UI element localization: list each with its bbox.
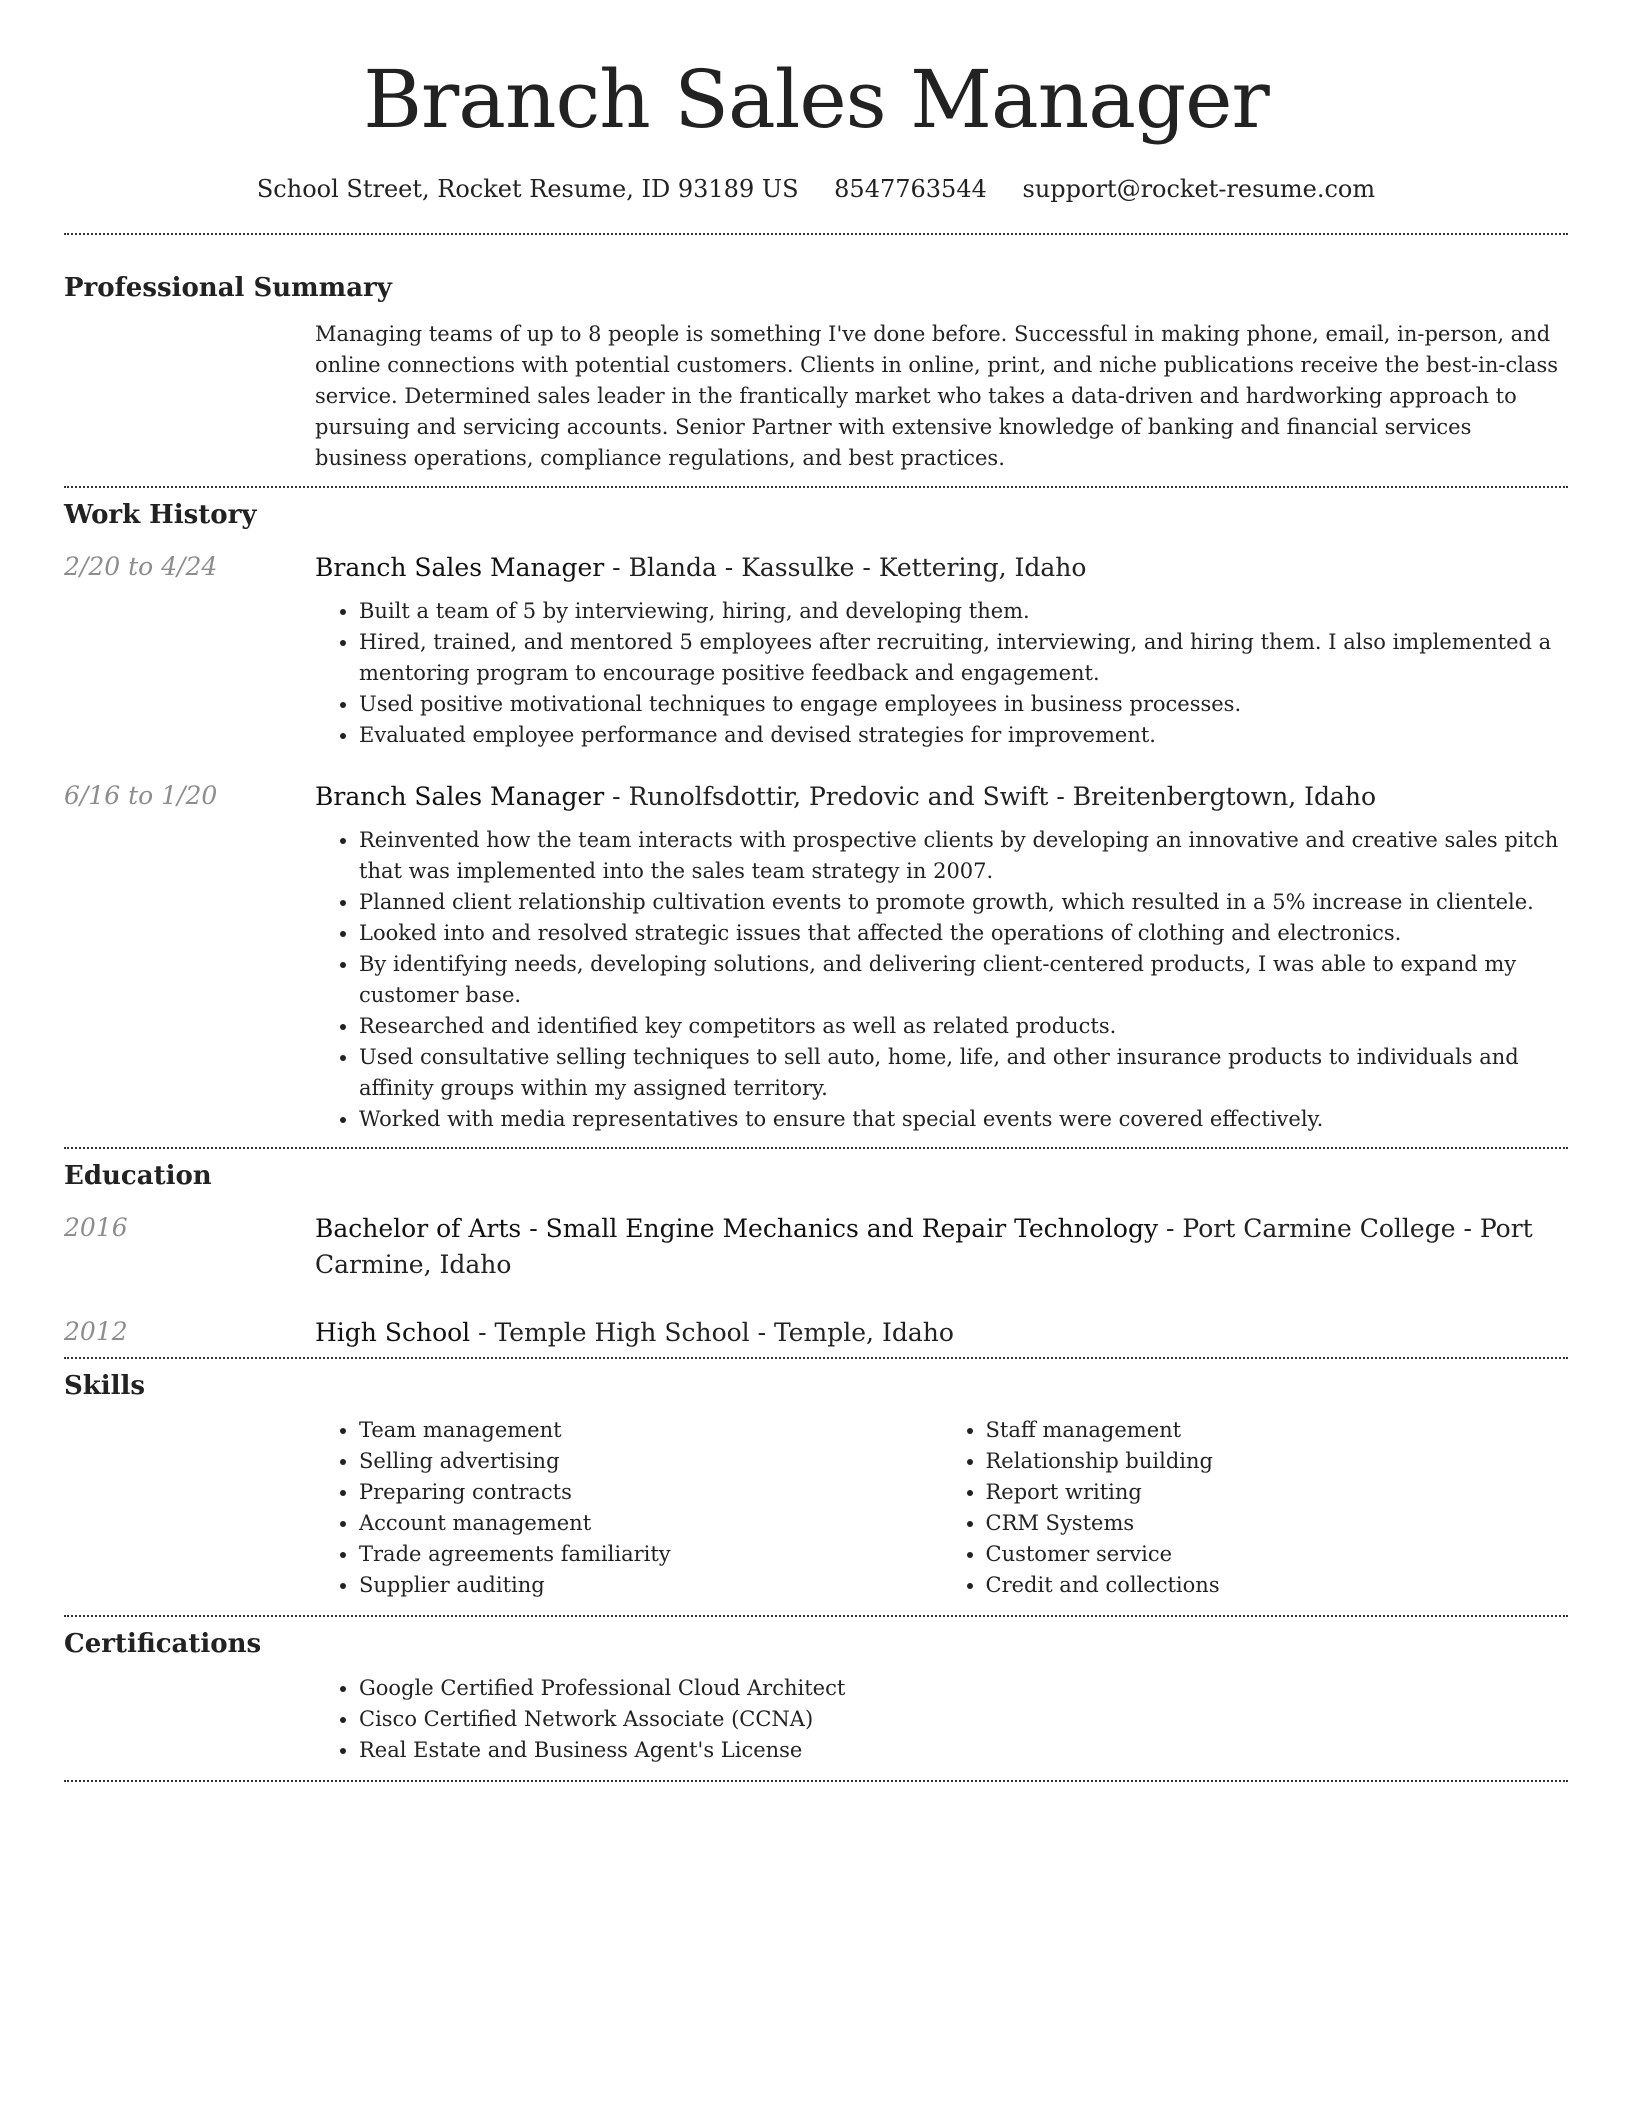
job-bullet: • Reinvented how the team interacts with prospective clients by developing an innovative and creative sales pitch that was implemented into the sales team strategy in 2007. <box>359 825 1568 887</box>
job-bullet: • Evaluated employee performance and devised strategies for improvement. <box>359 720 1568 751</box>
skill-item: • Supplier auditing <box>359 1570 942 1601</box>
contact-phone: 8547763544 <box>834 175 987 203</box>
resume-header <box>64 0 1568 206</box>
education-section <box>64 1149 1568 1357</box>
job-bullet: • By identifying needs, developing solutions, and delivering client-centered products, I was able to expand my customer base. <box>359 949 1568 1011</box>
certification-item: • Cisco Certified Network Associate (CCNA) <box>359 1704 1568 1735</box>
skill-item: • Relationship building <box>986 1446 1569 1477</box>
education-entry <box>64 1211 1568 1283</box>
job-title: Branch Sales Manager - Runolfsdottir, Predovic and Swift - Breitenbergtown, Idaho <box>315 782 1377 811</box>
job-position: Branch Sales Manager <box>315 782 605 811</box>
skill-item: • Credit and collections <box>986 1570 1569 1601</box>
section-title-certifications: Certifications <box>64 1629 262 1659</box>
job-bullet: • Used positive motivational techniques to engage employees in business processes. <box>359 689 1568 720</box>
skill-item: • Customer service <box>986 1539 1569 1570</box>
section-divider <box>64 1780 1568 1782</box>
job-bullet: • Worked with media representatives to ensure that special events were covered effectively. <box>359 1104 1568 1135</box>
certifications-section <box>64 1617 1568 1780</box>
education-location: Port Carmine, Idaho <box>315 1214 1533 1279</box>
certification-item: • Real Estate and Business Agent's License <box>359 1735 1568 1766</box>
job-location: Breitenbergtown, Idaho <box>1072 782 1377 811</box>
contact-info <box>64 172 1568 206</box>
summary-section <box>64 235 1568 486</box>
skills-section <box>64 1359 1568 1615</box>
education-title: Bachelor of Arts - Small Engine Mechanics and Repair Technology - Port Carmine College - Port Carmine, Idaho <box>315 1214 1533 1279</box>
skill-item: • Team management <box>359 1415 942 1446</box>
job-bullet: • Researched and identified key competitors as well as related products. <box>359 1011 1568 1042</box>
section-title-education: Education <box>64 1161 212 1191</box>
candidate-name: Branch Sales Manager <box>363 53 1269 146</box>
education-entry <box>64 1315 1568 1351</box>
education-title: High School - Temple High School - Temple, Idaho <box>315 1318 954 1347</box>
job-bullet: • Built a team of 5 by interviewing, hiring, and developing them. <box>359 596 1568 627</box>
education-year: 2012 <box>64 1317 128 1346</box>
job-entry <box>64 550 1568 751</box>
job-entry <box>64 779 1568 1135</box>
skill-item: • Report writing <box>986 1477 1569 1508</box>
job-company: Blanda - Kassulke <box>628 553 855 582</box>
job-bullets <box>315 825 1568 1135</box>
skill-item: • Account management <box>359 1508 942 1539</box>
job-title: Branch Sales Manager - Blanda - Kassulke - Kettering, Idaho <box>315 553 1087 582</box>
education-location: Temple, Idaho <box>774 1318 954 1347</box>
skills-list-right <box>942 1415 1569 1601</box>
skill-item: • Staff management <box>986 1415 1569 1446</box>
education-school: Port Carmine College <box>1182 1214 1456 1243</box>
job-dates: 6/16 to 1/20 <box>64 781 218 810</box>
job-bullets <box>315 596 1568 751</box>
contact-address: School Street, Rocket Resume, ID 93189 US <box>256 175 799 203</box>
job-bullet: • Planned client relationship cultivation events to promote growth, which resulted in a 5% increase in clientele. <box>359 887 1568 918</box>
education-degree: Bachelor of Arts - Small Engine Mechanics and Repair Technology <box>315 1214 1159 1243</box>
skills-list-left <box>315 1415 942 1601</box>
education-year: 2016 <box>64 1213 128 1242</box>
certifications-list <box>315 1673 1568 1766</box>
job-bullet: • Used consultative selling techniques to sell auto, home, life, and other insurance products to individuals and affinity groups within my assigned territory. <box>359 1042 1568 1104</box>
section-title-work: Work History <box>64 500 257 530</box>
job-location: Kettering, Idaho <box>878 553 1087 582</box>
section-title-skills: Skills <box>64 1371 146 1401</box>
skill-item: • Trade agreements familiarity <box>359 1539 942 1570</box>
job-position: Branch Sales Manager <box>315 553 605 582</box>
job-bullet: • Hired, trained, and mentored 5 employees after recruiting, interviewing, and hiring them. I also implemented a mentoring program to encourage positive feedback and engagement. <box>359 627 1568 689</box>
work-history-section <box>64 488 1568 1147</box>
skill-item: • Selling advertising <box>359 1446 942 1477</box>
skill-item: • CRM Systems <box>986 1508 1569 1539</box>
skill-item: • Preparing contracts <box>359 1477 942 1508</box>
contact-email: support@rocket-resume.com <box>1022 175 1376 203</box>
certification-item: • Google Certified Professional Cloud Architect <box>359 1673 1568 1704</box>
education-degree: High School <box>315 1318 471 1347</box>
education-school: Temple High School <box>494 1318 750 1347</box>
job-company: Runolfsdottir, Predovic and Swift <box>628 782 1049 811</box>
section-title-summary: Professional Summary <box>64 273 392 303</box>
job-bullet: • Looked into and resolved strategic issues that affected the operations of clothing and electronics. <box>359 918 1568 949</box>
summary-text: Managing teams of up to 8 people is something I've done before. Successful in making phone, email, in-person, and online connections with potential customers. Clients in online, print, and niche publications receive the best-in-class service. Determined sales leader in the frantically market who takes a data-driven and hardworking approach to pursuing and servicing accounts. Senior Partner with extensive knowledge of banking and financial services business operations, compliance regulations, and best practices. <box>315 322 1559 470</box>
job-dates: 2/20 to 4/24 <box>64 552 218 581</box>
